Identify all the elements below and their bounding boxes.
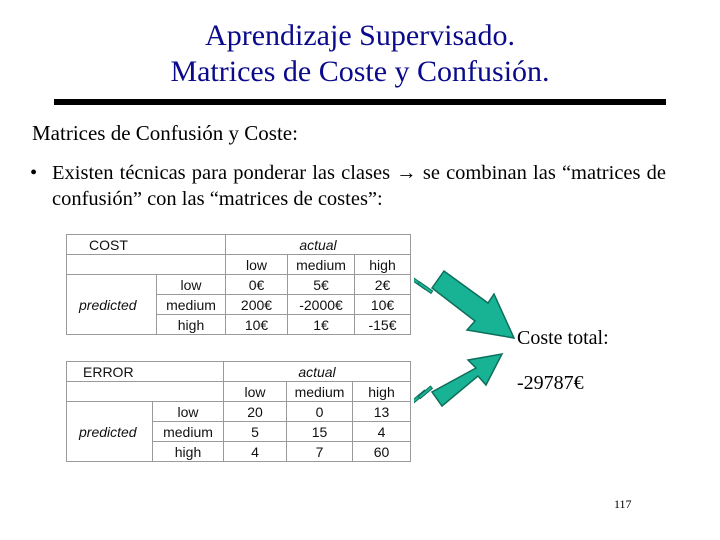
error-col-header: medium xyxy=(287,382,353,402)
arrow-up-right-icon xyxy=(414,348,514,414)
error-row-header: medium xyxy=(153,422,224,442)
table-cell: 0 xyxy=(287,402,353,422)
title-line-2: Matrices de Coste y Confusión. xyxy=(170,55,550,88)
arrow-up-right-shape xyxy=(414,354,502,406)
error-col-header: high xyxy=(353,382,411,402)
error-actual-header: actual xyxy=(224,362,411,382)
arrow-down-right-icon xyxy=(414,268,526,354)
table-cell: 10€ xyxy=(226,315,288,335)
bullet-text-part-2: se combinan las “matrices de confusión” con las “matrices de costes”: xyxy=(52,162,666,210)
page-number: 117 xyxy=(614,497,632,511)
table-cell: 5 xyxy=(224,422,287,442)
table-cell: 10€ xyxy=(355,295,411,315)
table-cell: 15 xyxy=(287,422,353,442)
slide-title xyxy=(0,18,720,90)
table-cell: 1€ xyxy=(288,315,355,335)
table-cell: 0€ xyxy=(226,275,288,295)
cost-col-header: low xyxy=(226,255,288,275)
error-predicted-header: predicted xyxy=(67,402,153,462)
error-row-header: low xyxy=(153,402,224,422)
right-arrow-symbol: → xyxy=(396,162,417,184)
table-row xyxy=(67,382,411,402)
error-row-header: high xyxy=(153,442,224,462)
table-cell: 2€ xyxy=(355,275,411,295)
cost-col-header: medium xyxy=(288,255,355,275)
table-row xyxy=(67,275,411,295)
cost-predicted-header: predicted xyxy=(67,275,157,335)
table-cell: 4 xyxy=(353,422,411,442)
section-heading: Matrices de Confusión y Coste: xyxy=(32,121,298,145)
table-cell-empty xyxy=(67,255,226,275)
error-matrix-table xyxy=(66,361,411,462)
table-cell: 60 xyxy=(353,442,411,462)
bullet-text-part-1: Existen técnicas para ponderar las clases xyxy=(52,162,397,184)
title-divider xyxy=(54,99,666,105)
table-row xyxy=(67,362,411,382)
bullet-text xyxy=(52,160,666,212)
arrow-down-right-shape xyxy=(414,271,514,338)
error-corner-label: ERROR xyxy=(67,362,224,382)
table-cell: 7 xyxy=(287,442,353,462)
total-cost-label: Coste total: xyxy=(517,327,609,349)
cost-actual-header: actual xyxy=(226,235,411,255)
bullet-item xyxy=(30,160,666,212)
cost-row-header: low xyxy=(157,275,226,295)
error-col-header: low xyxy=(224,382,287,402)
bullet-dot: • xyxy=(30,162,38,184)
table-cell: -15€ xyxy=(355,315,411,335)
table-row xyxy=(67,255,411,275)
table-row xyxy=(67,402,411,422)
table-cell: 4 xyxy=(224,442,287,462)
cost-row-header: high xyxy=(157,315,226,335)
table-cell: 13 xyxy=(353,402,411,422)
table-cell: 200€ xyxy=(226,295,288,315)
table-row xyxy=(67,235,411,255)
cost-matrix-table xyxy=(66,234,411,335)
table-cell: 5€ xyxy=(288,275,355,295)
table-cell-empty xyxy=(67,382,224,402)
table-cell: 20 xyxy=(224,402,287,422)
cost-corner-label: COST xyxy=(67,235,226,255)
table-cell: -2000€ xyxy=(288,295,355,315)
cost-row-header: medium xyxy=(157,295,226,315)
cost-col-header: high xyxy=(355,255,411,275)
title-line-1: Aprendizaje Supervisado. xyxy=(205,19,515,52)
total-cost-value: -29787€ xyxy=(517,372,584,394)
